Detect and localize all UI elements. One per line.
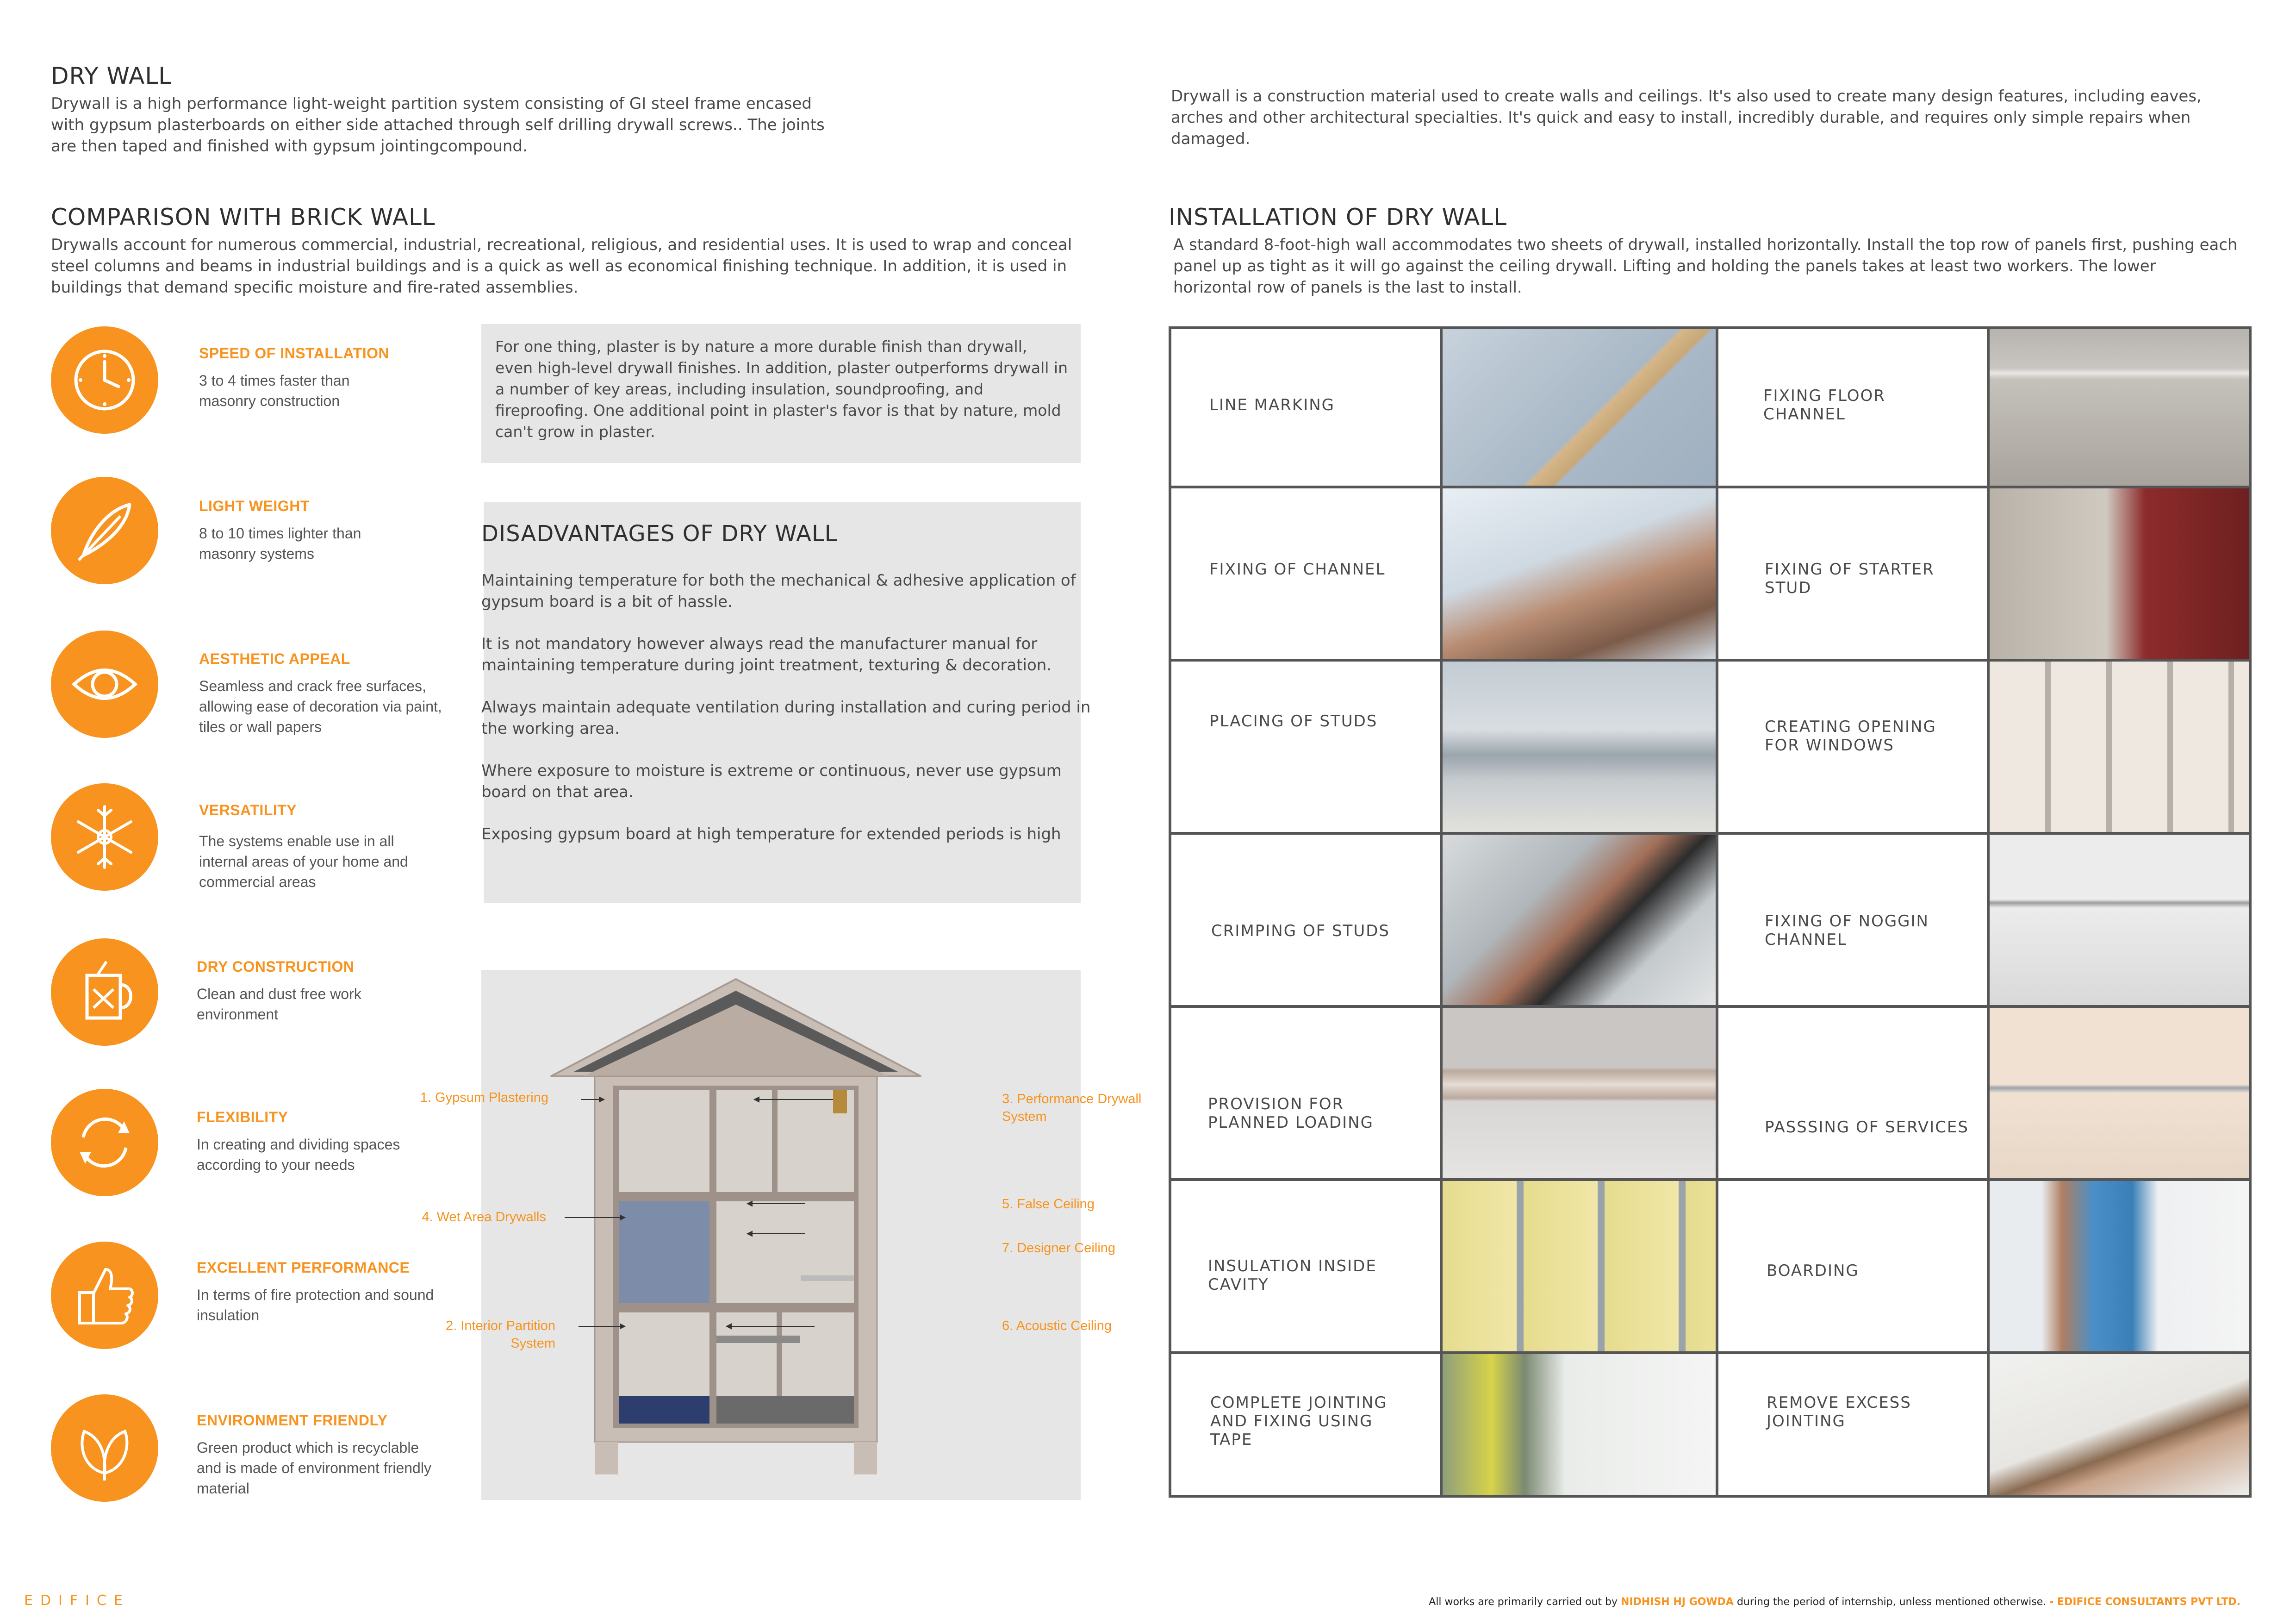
disadvantage-item: Always maintain adequate ventilation during installation and curing period in the working area. [481, 698, 1091, 738]
feature-title: SPEED OF INSTALLATION [199, 345, 390, 362]
feature-desc: Seamless and crack free surfaces, allowing ease of decoration via paint, tiles or wall papers [199, 678, 442, 735]
leaves-icon [51, 1394, 158, 1502]
comparison-title: COMPARISON WITH BRICK WALL [51, 204, 436, 231]
step-photo-starter-stud [1990, 488, 2249, 659]
footer-credit-company: - EDIFICE CONSULTANTS PVT LTD. [2049, 1596, 2240, 1608]
feather-icon [51, 477, 158, 584]
installation-text: A standard 8-foot-high wall accommodates two sheets of drywall, installed horizontally. Install the top row of panels first, pushing each panel up as tight as it will go against the ceiling drywall. Lifting and holding the panels takes at least two workers. The lower horizontal row of panels is the last to install. [1173, 236, 2238, 297]
feature-desc: In terms of fire protection and sound insulation [197, 1287, 434, 1324]
footer-credit-prefix: All works are primarily carried out by [1429, 1596, 1621, 1608]
drywall-title: DRY WALL [51, 62, 172, 89]
step-label-line-marking: LINE MARKING [1209, 396, 1335, 414]
step-photo-noggin-channel [1990, 835, 2249, 1005]
installation-title: INSTALLATION OF DRY WALL [1169, 204, 1507, 231]
footer-credit [1429, 1596, 2240, 1608]
step-photo-floor-channel [1990, 329, 2249, 486]
diagram-label-false-ceiling: 5. False Ceiling [1002, 1197, 1095, 1212]
diagram-label-acoustic: 6. Acoustic Ceiling [1002, 1318, 1112, 1333]
footer-credit-name: NIDHISH HJ GOWDA [1621, 1596, 1734, 1608]
eye-icon [51, 631, 158, 738]
comparison-text: Drywalls account for numerous commercial, industrial, recreational, religious, and residential uses. It is used to wrap and conceal steel columns and beams in industrial buildings and is a quick as well as economical finishing technique. In addition, it is used in buildings that demand specific moisture and fire-rated assemblies. [51, 236, 1072, 297]
disadvantages-section [481, 521, 1101, 845]
feature-title: EXCELLENT PERFORMANCE [197, 1259, 410, 1276]
step-cell [1718, 1008, 1987, 1178]
plaster-info-box [481, 324, 1081, 463]
diagram-label-designer: 7. Designer Ceiling [1002, 1241, 1116, 1255]
clock-icon [51, 326, 158, 434]
disadvantages-title: DISADVANTAGES OF DRY WALL [481, 521, 838, 547]
thumbs-up-icon [51, 1242, 158, 1349]
installation-section [1169, 204, 2247, 298]
feature-list [0, 0, 463, 1624]
right-intro-text: Drywall is a construction material used to create walls and ceilings. It's also used to create many design features, including eaves, arches and other architectural specialties. It's quick and easy to install, incredibly durable, and requires only simple repairs when damaged. [1171, 87, 2202, 148]
step-label-noggin-channel: FIXING OF NOGGIN CHANNEL [1765, 912, 1929, 949]
step-photo-placing-studs [1443, 662, 1716, 832]
step-label-fixing-channel: FIXING OF CHANNEL [1209, 560, 1386, 579]
plaster-info-text: For one thing, plaster is by nature a more durable finish than drywall, even high-level drywall finishes. In addition, plaster outperforms drywall in a number of key areas, including insulation, soundproofing, and fireproofing. One additional point in plaster's favor is that by nature, mold can't grow in plaster. [495, 337, 1068, 441]
house-diagram [481, 970, 1081, 1500]
feature-title: VERSATILITY [199, 802, 297, 818]
snowflake-icon [51, 783, 158, 891]
feature-desc: 3 to 4 times faster than masonry construction [199, 372, 350, 409]
step-label-remove-excess: REMOVE EXCESS JOINTING [1767, 1393, 1911, 1430]
footer-credit-mid: during the period of internship, unless mentioned otherwise. [1733, 1596, 2050, 1608]
feature-title: LIGHT WEIGHT [199, 498, 310, 514]
diagram-label-interior: 2. Interior Partition System [446, 1318, 555, 1351]
step-photo-services [1990, 1008, 2249, 1178]
feature-desc: 8 to 10 times lighter than masonry systems [199, 525, 361, 562]
step-photo-insulation [1443, 1181, 1716, 1351]
step-cell [1171, 662, 1440, 832]
step-label-services: PASSSING OF SERVICES [1765, 1118, 1969, 1137]
feature-title: AESTHETIC APPEAL [199, 650, 350, 667]
installation-steps-grid [1169, 326, 2252, 1498]
step-photo-jointing [1443, 1354, 1716, 1495]
feature-title: DRY CONSTRUCTION [197, 958, 355, 975]
step-label-placing-studs: PLACING OF STUDS [1209, 712, 1378, 731]
diagram-label-gypsum: 1. Gypsum Plastering [420, 1090, 548, 1105]
diagram-label-wet-area: 4. Wet Area Drywalls [422, 1210, 546, 1224]
feature-desc: The systems enable use in all internal areas of your home and commercial areas [199, 833, 408, 890]
step-label-floor-channel: FIXING FLOOR CHANNEL [1763, 387, 1885, 424]
footer-brand: EDIFICE [24, 1593, 130, 1609]
disadvantage-item: Where exposure to moisture is extreme or continuous, never use gypsum board on that area. [481, 762, 1062, 801]
step-label-starter-stud: FIXING OF STARTER STUD [1765, 560, 1935, 597]
cycle-arrows-icon [51, 1089, 158, 1196]
step-label-window-opening: CREATING OPENING FOR WINDOWS [1765, 718, 1936, 755]
step-label-complete-jointing: COMPLETE JOINTING AND FIXING USING TAPE [1210, 1393, 1388, 1449]
step-cell [1171, 835, 1440, 1005]
step-photo-window-opening [1990, 662, 2249, 832]
step-photo-remove-excess [1990, 1354, 2249, 1495]
step-photo-crimping [1443, 835, 1716, 1005]
bucket-icon [51, 938, 158, 1046]
feature-desc: Clean and dust free work environment [197, 986, 361, 1023]
step-cell [1171, 1008, 1440, 1178]
feature-title: ENVIRONMENT FRIENDLY [197, 1412, 388, 1429]
step-photo-line-marking [1443, 329, 1716, 486]
step-photo-boarding [1990, 1181, 2249, 1351]
feature-desc: Green product which is recyclable and is made of environment friendly material [197, 1439, 431, 1497]
disadvantage-item: It is not mandatory however always read the manufacturer manual for maintaining temperature during joint treatment, texturing & decoration. [481, 635, 1052, 675]
step-label-insulation: INSULATION INSIDE CAVITY [1208, 1257, 1377, 1294]
disadvantage-item: Maintaining temperature for both the mechanical & adhesive application of gypsum board is a bit of hassle. [481, 571, 1076, 611]
feature-title: FLEXIBILITY [197, 1109, 288, 1125]
step-photo-fixing-channel [1443, 488, 1716, 659]
feature-desc: In creating and dividing spaces according to your needs [197, 1136, 400, 1173]
step-photo-planned-loading [1443, 1008, 1716, 1178]
step-label-boarding: BOARDING [1767, 1262, 1859, 1280]
step-label-crimping: CRIMPING OF STUDS [1211, 922, 1390, 940]
drywall-text: Drywall is a high performance light-weight partition system consisting of GI steel frame encased with gypsum plasterboards on either side attached through self drilling drywall screws.. The joints are then taped and finished with gypsum jointingcompound. [51, 94, 825, 156]
disadvantage-item: Exposing gypsum board at high temperature for extended periods is high [481, 825, 1061, 843]
step-label-planned-loading: PROVISION FOR PLANNED LOADING [1208, 1095, 1374, 1132]
diagram-label-performance: 3. Performance Drywall System [1002, 1092, 1142, 1124]
